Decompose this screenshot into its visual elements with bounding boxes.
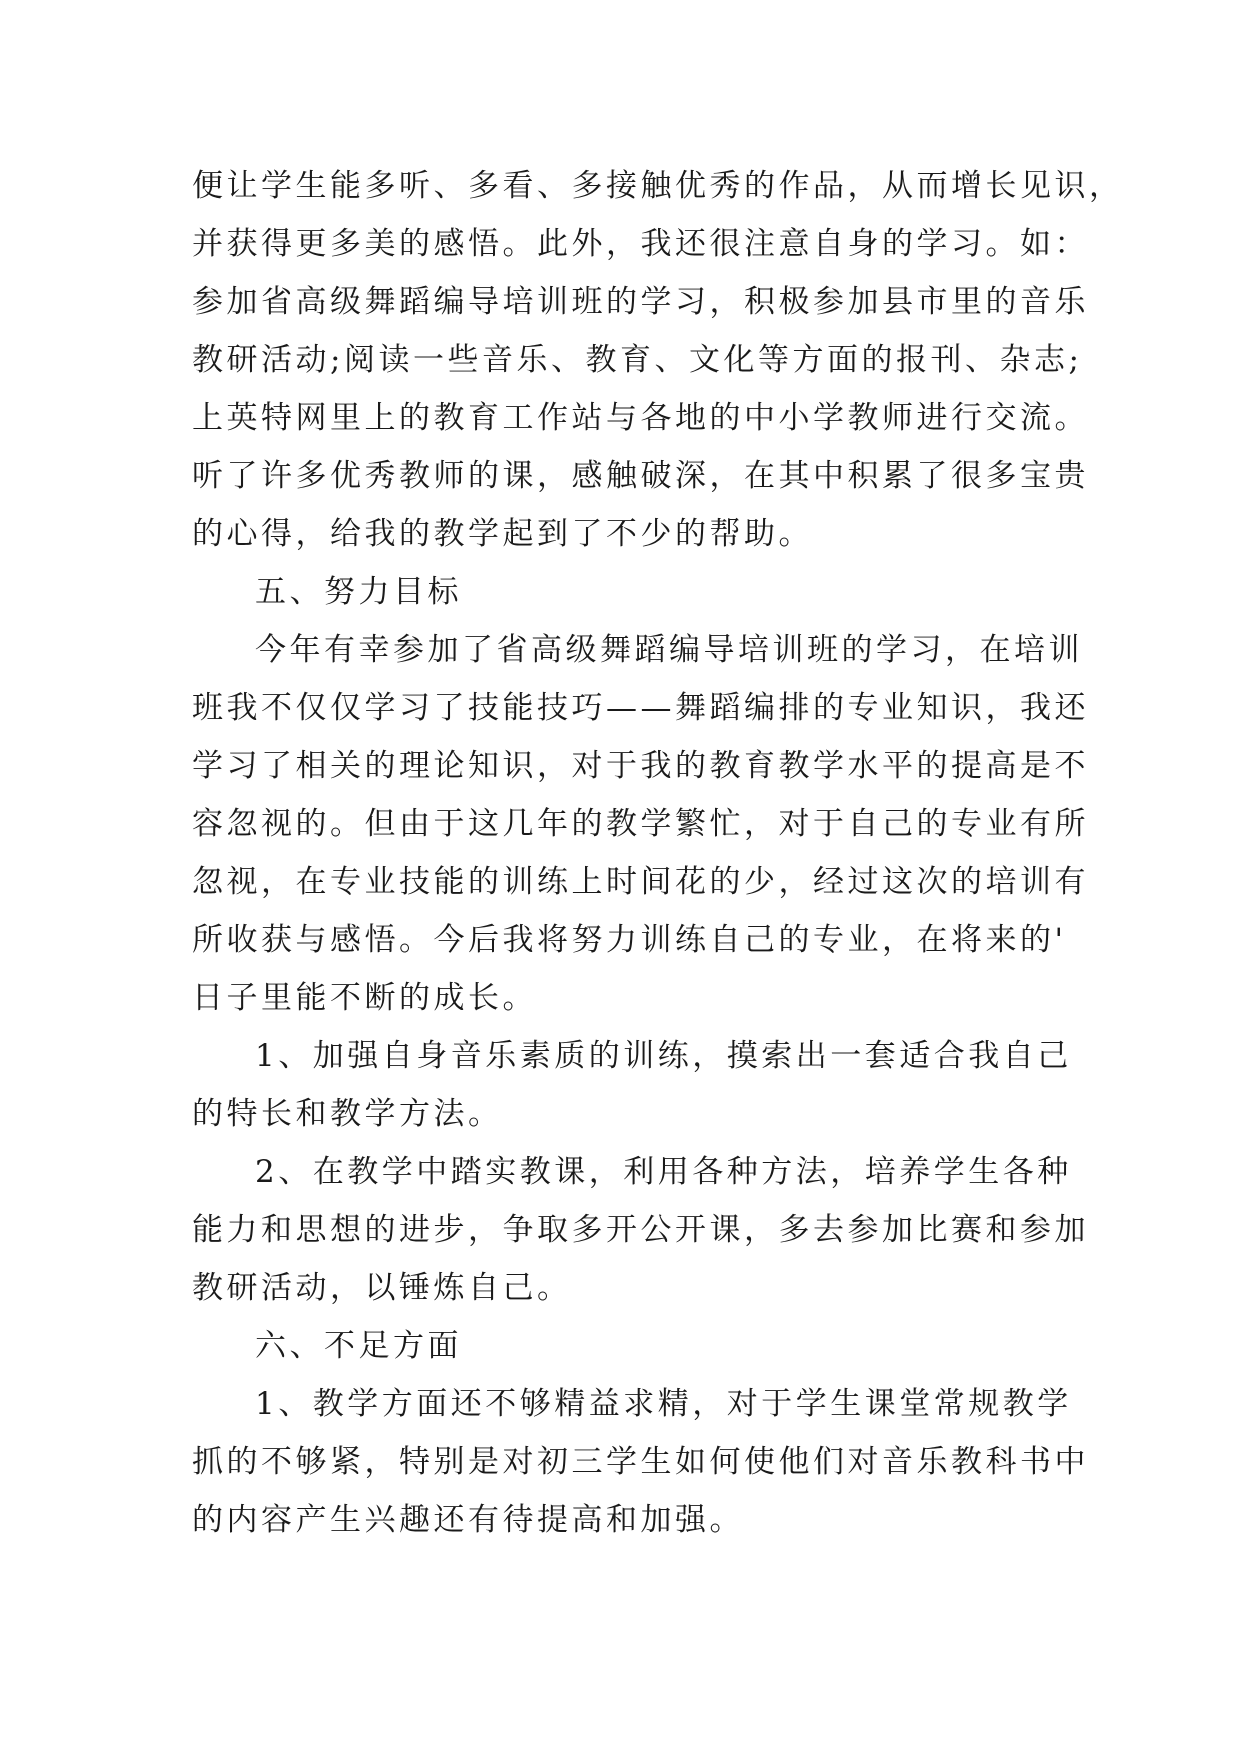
- text-line: 1、加强自身音乐素质的训练，摸索出一套适合我自己: [255, 1038, 1072, 1074]
- text-line: 参加省高级舞蹈编导培训班的学习，积极参加县市里的音乐: [192, 284, 1089, 320]
- text-line: 的心得，给我的教学起到了不少的帮助。: [192, 516, 813, 552]
- text-line: 教研活动，以锤炼自己。: [192, 1270, 572, 1306]
- text-line: 容忽视的。但由于这几年的教学繁忙，对于自己的专业有所: [192, 806, 1089, 842]
- text-line: 能力和思想的进步，争取多开公开课，多去参加比赛和参加: [192, 1212, 1089, 1248]
- text-line: 的特长和教学方法。: [192, 1096, 503, 1132]
- text-line: 日子里能不断的成长。: [192, 980, 537, 1016]
- text-line: 听了许多优秀教师的课，感触破深，在其中积累了很多宝贵: [192, 458, 1089, 494]
- text-line: 1、教学方面还不够精益求精，对于学生课堂常规教学: [255, 1386, 1072, 1422]
- section-heading: 五、努力目标: [255, 574, 462, 610]
- text-line: 班我不仅仅学习了技能技巧——舞蹈编排的专业知识，我还: [192, 690, 1089, 726]
- text-line: 今年有幸参加了省高级舞蹈编导培训班的学习，在培训: [255, 632, 1083, 668]
- text-line: 便让学生能多听、多看、多接触优秀的作品，从而增长见识，: [192, 168, 1124, 204]
- text-line: 学习了相关的理论知识，对于我的教育教学水平的提高是不: [192, 748, 1089, 784]
- text-line: 上英特网里上的教育工作站与各地的中小学教师进行交流。: [192, 400, 1089, 436]
- text-line: 的内容产生兴趣还有待提高和加强。: [192, 1502, 744, 1538]
- text-line: 并获得更多美的感悟。此外，我还很注意自身的学习。如：: [192, 226, 1089, 262]
- text-line: 所收获与感悟。今后我将努力训练自己的专业，在将来的': [192, 922, 1067, 958]
- text-line: 2、在教学中踏实教课，利用各种方法，培养学生各种: [255, 1154, 1072, 1190]
- text-line: 教研活动;阅读一些音乐、教育、文化等方面的报刊、杂志;: [192, 342, 1083, 378]
- section-heading: 六、不足方面: [255, 1328, 462, 1364]
- text-line: 忽视，在专业技能的训练上时间花的少，经过这次的培训有: [192, 864, 1089, 900]
- text-line: 抓的不够紧，特别是对初三学生如何使他们对音乐教科书中: [192, 1444, 1089, 1480]
